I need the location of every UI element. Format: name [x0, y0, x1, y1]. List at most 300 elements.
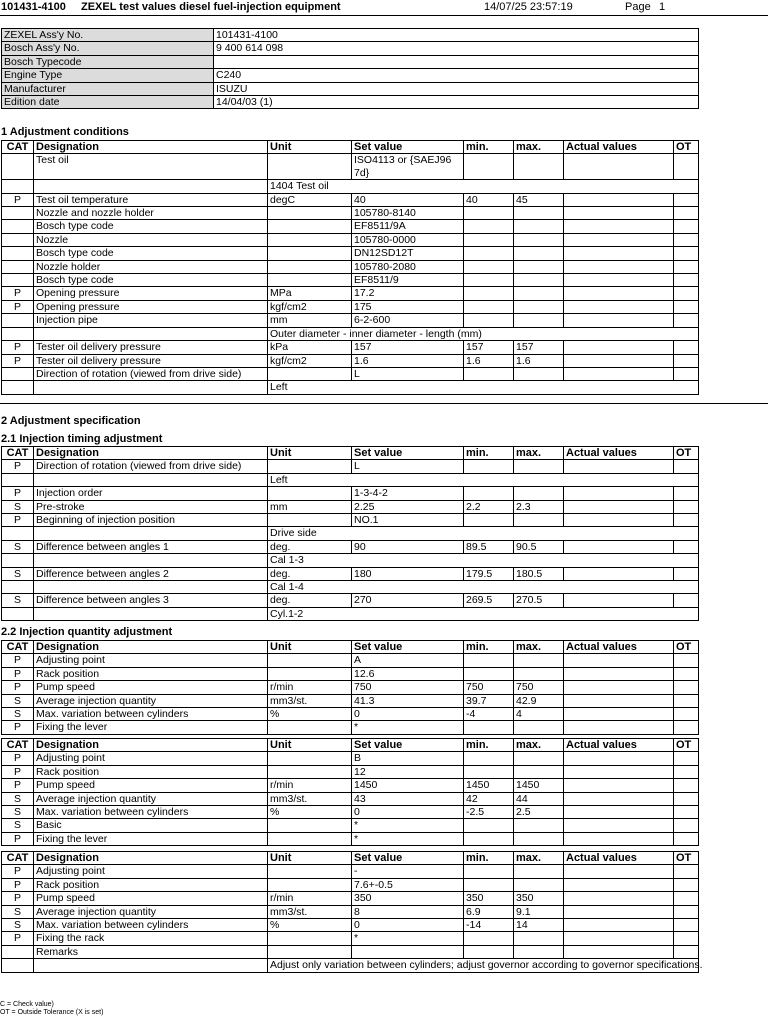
- table-row: [2, 500, 699, 513]
- min-cell: [464, 233, 514, 246]
- ot-cell: [674, 354, 699, 367]
- unit-cell: [268, 654, 352, 667]
- actual-values-cell: [564, 500, 674, 513]
- max-cell: 350: [514, 892, 564, 905]
- ident-label: Bosch Ass'y No.: [2, 42, 214, 55]
- unit-cell: [268, 832, 352, 845]
- max-cell: [514, 667, 564, 680]
- max-cell: 180.5: [514, 567, 564, 580]
- unit-cell: [268, 367, 352, 380]
- table-row: [2, 792, 699, 805]
- table-row: [2, 694, 699, 707]
- designation-cell: Pump speed: [34, 892, 268, 905]
- ot-cell: [674, 154, 699, 180]
- min-cell: 1450: [464, 779, 514, 792]
- max-cell: [514, 932, 564, 945]
- designation-cell: Tester oil delivery pressure: [34, 354, 268, 367]
- designation-cell: Fixing the lever: [34, 721, 268, 734]
- max-cell: [514, 865, 564, 878]
- ident-label: Engine Type: [2, 69, 214, 82]
- min-cell: [464, 878, 514, 891]
- actual-values-cell: [564, 354, 674, 367]
- empty-cell: [2, 381, 34, 394]
- ot-cell: [674, 681, 699, 694]
- note-cell: Adjust only variation between cylinders; adjust governor according to governor specifications.: [268, 959, 699, 972]
- designation-cell: Remarks: [34, 945, 268, 958]
- cat-cell: P: [2, 865, 34, 878]
- column-header: min.: [464, 447, 514, 460]
- ident-label: ZEXEL Ass'y No.: [2, 29, 214, 42]
- cat-cell: [2, 274, 34, 287]
- set-value-cell: [352, 945, 464, 958]
- set-value-cell: 2.25: [352, 500, 464, 513]
- column-header: Unit: [268, 641, 352, 654]
- max-cell: 45: [514, 193, 564, 206]
- cat-cell: P: [2, 287, 34, 300]
- cat-cell: [2, 220, 34, 233]
- actual-values-cell: [564, 932, 674, 945]
- cat-cell: S: [2, 819, 34, 832]
- table-row: [2, 919, 699, 932]
- ot-cell: [674, 193, 699, 206]
- unit-cell: [268, 721, 352, 734]
- table-row: [2, 554, 699, 567]
- cat-cell: S: [2, 500, 34, 513]
- page-number: 1: [659, 1, 666, 13]
- max-cell: [514, 287, 564, 300]
- actual-values-cell: [564, 154, 674, 180]
- designation-cell: Average injection quantity: [34, 694, 268, 707]
- set-value-cell: 8: [352, 905, 464, 918]
- ot-cell: [674, 865, 699, 878]
- ot-cell: [674, 905, 699, 918]
- cat-cell: [2, 367, 34, 380]
- designation-cell: Max. variation between cylinders: [34, 919, 268, 932]
- actual-values-cell: [564, 792, 674, 805]
- actual-values-cell: [564, 514, 674, 527]
- cat-cell: P: [2, 341, 34, 354]
- unit-cell: [268, 765, 352, 778]
- ot-cell: [674, 567, 699, 580]
- cat-cell: P: [2, 667, 34, 680]
- actual-values-cell: [564, 708, 674, 721]
- set-value-cell: 12: [352, 765, 464, 778]
- min-cell: 39.7: [464, 694, 514, 707]
- table-row: [2, 667, 699, 680]
- actual-values-cell: [564, 878, 674, 891]
- table-row: [2, 806, 699, 819]
- designation-cell: Basic: [34, 819, 268, 832]
- set-value-cell: L: [352, 460, 464, 473]
- table-row: [2, 708, 699, 721]
- actual-values-cell: [564, 667, 674, 680]
- min-cell: [464, 865, 514, 878]
- min-cell: [464, 832, 514, 845]
- unit-cell: %: [268, 919, 352, 932]
- ot-cell: [674, 287, 699, 300]
- table-row: [2, 327, 699, 340]
- note-cell: Left: [268, 381, 699, 394]
- set-value-cell: 7.6+-0.5: [352, 878, 464, 891]
- cat-cell: P: [2, 878, 34, 891]
- table-row: [2, 207, 699, 220]
- column-header: Set value: [352, 852, 464, 865]
- note-cell: Drive side: [268, 527, 699, 540]
- min-cell: 40: [464, 193, 514, 206]
- set-value-cell: 12.6: [352, 667, 464, 680]
- unit-cell: kgf/cm2: [268, 300, 352, 313]
- table-row: [2, 314, 699, 327]
- cat-cell: P: [2, 765, 34, 778]
- unit-cell: mm3/st.: [268, 792, 352, 805]
- column-header: CAT: [2, 141, 34, 154]
- unit-cell: r/min: [268, 892, 352, 905]
- max-cell: [514, 752, 564, 765]
- designation-cell: Nozzle holder: [34, 260, 268, 273]
- cat-cell: [2, 154, 34, 180]
- set-value-cell: 1.6: [352, 354, 464, 367]
- ot-cell: [674, 932, 699, 945]
- min-cell: [464, 765, 514, 778]
- actual-values-cell: [564, 865, 674, 878]
- actual-values-cell: [564, 233, 674, 246]
- min-cell: [464, 932, 514, 945]
- section-2-2-title: 2.2 Injection quantity adjustment: [1, 626, 173, 638]
- ot-cell: [674, 892, 699, 905]
- ot-cell: [674, 500, 699, 513]
- table-row: [2, 752, 699, 765]
- designation-cell: Adjusting point: [34, 865, 268, 878]
- ident-row: [2, 55, 699, 68]
- empty-cell: [34, 527, 268, 540]
- set-value-cell: 40: [352, 193, 464, 206]
- adjustment-conditions-table: [1, 140, 699, 395]
- max-cell: [514, 765, 564, 778]
- set-value-cell: 270: [352, 594, 464, 607]
- actual-values-cell: [564, 752, 674, 765]
- actual-values-cell: [564, 287, 674, 300]
- set-value-cell: 6-2-600: [352, 314, 464, 327]
- set-value-cell: EF8511/9: [352, 274, 464, 287]
- ot-cell: [674, 367, 699, 380]
- table-row: [2, 765, 699, 778]
- unit-cell: MPa: [268, 287, 352, 300]
- min-cell: [464, 945, 514, 958]
- ot-cell: [674, 878, 699, 891]
- unit-cell: [268, 460, 352, 473]
- table-row: [2, 381, 699, 394]
- cat-cell: P: [2, 354, 34, 367]
- min-cell: [464, 247, 514, 260]
- table-header-row: [2, 739, 699, 752]
- header-divider: [0, 15, 768, 16]
- table-row: [2, 527, 699, 540]
- designation-cell: Pre-stroke: [34, 500, 268, 513]
- set-value-cell: A: [352, 654, 464, 667]
- max-cell: [514, 945, 564, 958]
- ot-cell: [674, 594, 699, 607]
- note-cell: Left: [268, 473, 699, 486]
- min-cell: -2.5: [464, 806, 514, 819]
- min-cell: 179.5: [464, 567, 514, 580]
- set-value-cell: B: [352, 752, 464, 765]
- designation-cell: Opening pressure: [34, 300, 268, 313]
- max-cell: [514, 832, 564, 845]
- designation-cell: Injection order: [34, 487, 268, 500]
- max-cell: [514, 487, 564, 500]
- designation-cell: Average injection quantity: [34, 792, 268, 805]
- max-cell: 42.9: [514, 694, 564, 707]
- min-cell: [464, 514, 514, 527]
- column-header: Set value: [352, 141, 464, 154]
- min-cell: -14: [464, 919, 514, 932]
- max-cell: [514, 300, 564, 313]
- ident-row: [2, 69, 699, 82]
- cat-cell: S: [2, 708, 34, 721]
- unit-cell: deg.: [268, 594, 352, 607]
- unit-cell: [268, 667, 352, 680]
- column-header: Set value: [352, 739, 464, 752]
- table-row: [2, 287, 699, 300]
- max-cell: [514, 233, 564, 246]
- table-row: [2, 932, 699, 945]
- ot-cell: [674, 832, 699, 845]
- ot-cell: [674, 207, 699, 220]
- note-cell: Cal 1-3: [268, 554, 699, 567]
- designation-cell: Test oil: [34, 154, 268, 180]
- unit-cell: degC: [268, 193, 352, 206]
- min-cell: [464, 460, 514, 473]
- max-cell: 157: [514, 341, 564, 354]
- table-row: [2, 180, 699, 193]
- column-header: Designation: [34, 739, 268, 752]
- ident-row: [2, 29, 699, 42]
- legend-outside-tolerance: OT = Outside Tolerance (X is set): [0, 1009, 104, 1016]
- table-row: [2, 654, 699, 667]
- set-value-cell: 750: [352, 681, 464, 694]
- designation-cell: Direction of rotation (viewed from drive side): [34, 460, 268, 473]
- column-header: Unit: [268, 739, 352, 752]
- ot-cell: [674, 654, 699, 667]
- designation-cell: Bosch type code: [34, 220, 268, 233]
- max-cell: [514, 654, 564, 667]
- ot-cell: [674, 819, 699, 832]
- table-row: [2, 581, 699, 594]
- ot-cell: [674, 779, 699, 792]
- set-value-cell: 157: [352, 341, 464, 354]
- empty-cell: [2, 527, 34, 540]
- unit-cell: [268, 945, 352, 958]
- table-row: [2, 514, 699, 527]
- cat-cell: [2, 207, 34, 220]
- min-cell: [464, 207, 514, 220]
- note-cell: Cal 1-4: [268, 581, 699, 594]
- column-header: min.: [464, 739, 514, 752]
- set-value-cell: L: [352, 367, 464, 380]
- actual-values-cell: [564, 274, 674, 287]
- empty-cell: [2, 180, 34, 193]
- cat-cell: P: [2, 779, 34, 792]
- min-cell: 1.6: [464, 354, 514, 367]
- unit-cell: [268, 878, 352, 891]
- empty-cell: [2, 959, 34, 972]
- empty-cell: [2, 554, 34, 567]
- ident-value: 14/04/03 (1): [214, 96, 699, 109]
- unit-cell: r/min: [268, 681, 352, 694]
- min-cell: [464, 260, 514, 273]
- empty-cell: [2, 473, 34, 486]
- ident-label: Edition date: [2, 96, 214, 109]
- actual-values-cell: [564, 260, 674, 273]
- max-cell: 90.5: [514, 540, 564, 553]
- max-cell: [514, 207, 564, 220]
- cat-cell: P: [2, 514, 34, 527]
- ident-value: [214, 55, 699, 68]
- unit-cell: [268, 233, 352, 246]
- ot-cell: [674, 792, 699, 805]
- designation-cell: Adjusting point: [34, 752, 268, 765]
- set-value-cell: EF8511/9A: [352, 220, 464, 233]
- table-row: [2, 945, 699, 958]
- min-cell: [464, 274, 514, 287]
- empty-cell: [34, 473, 268, 486]
- max-cell: 1.6: [514, 354, 564, 367]
- set-value-cell: *: [352, 819, 464, 832]
- ident-value: 9 400 614 098: [214, 42, 699, 55]
- min-cell: [464, 300, 514, 313]
- designation-cell: Fixing the rack: [34, 932, 268, 945]
- column-header: CAT: [2, 852, 34, 865]
- column-header: Designation: [34, 852, 268, 865]
- table-row: [2, 892, 699, 905]
- min-cell: [464, 367, 514, 380]
- column-header: OT: [674, 852, 699, 865]
- ot-cell: [674, 314, 699, 327]
- ident-value: C240: [214, 69, 699, 82]
- unit-cell: mm: [268, 314, 352, 327]
- table-row: [2, 354, 699, 367]
- empty-cell: [34, 581, 268, 594]
- max-cell: 750: [514, 681, 564, 694]
- actual-values-cell: [564, 300, 674, 313]
- unit-cell: [268, 260, 352, 273]
- designation-cell: Opening pressure: [34, 287, 268, 300]
- unit-cell: [268, 514, 352, 527]
- note-cell: Cyl.1-2: [268, 607, 699, 620]
- column-header: CAT: [2, 641, 34, 654]
- set-value-cell: 105780-8140: [352, 207, 464, 220]
- actual-values-cell: [564, 694, 674, 707]
- column-header: OT: [674, 641, 699, 654]
- column-header: Designation: [34, 641, 268, 654]
- set-value-cell: 350: [352, 892, 464, 905]
- table-header-row: [2, 852, 699, 865]
- actual-values-cell: [564, 314, 674, 327]
- empty-cell: [2, 581, 34, 594]
- ot-cell: [674, 260, 699, 273]
- designation-cell: Pump speed: [34, 681, 268, 694]
- ident-label: Manufacturer: [2, 82, 214, 95]
- cat-cell: [2, 314, 34, 327]
- unit-cell: %: [268, 708, 352, 721]
- ot-cell: [674, 540, 699, 553]
- table-row: [2, 567, 699, 580]
- actual-values-cell: [564, 779, 674, 792]
- ident-value: ISUZU: [214, 82, 699, 95]
- timestamp: 14/07/25 23:57:19: [484, 1, 573, 13]
- injection-quantity-table-a: [1, 640, 699, 735]
- designation-cell: Max. variation between cylinders: [34, 806, 268, 819]
- column-header: Actual values: [564, 141, 674, 154]
- actual-values-cell: [564, 945, 674, 958]
- empty-cell: [34, 381, 268, 394]
- note-cell: Outer diameter - inner diameter - length (mm): [268, 327, 699, 340]
- column-header: OT: [674, 739, 699, 752]
- table-row: [2, 247, 699, 260]
- min-cell: [464, 487, 514, 500]
- page-label: Page: [625, 1, 651, 13]
- ident-row: [2, 42, 699, 55]
- section-2-1-title: 2.1 Injection timing adjustment: [1, 433, 163, 445]
- actual-values-cell: [564, 193, 674, 206]
- ot-cell: [674, 945, 699, 958]
- set-value-cell: 0: [352, 708, 464, 721]
- cat-cell: S: [2, 540, 34, 553]
- max-cell: 2.3: [514, 500, 564, 513]
- max-cell: [514, 367, 564, 380]
- column-header: Actual values: [564, 739, 674, 752]
- table-row: [2, 233, 699, 246]
- ot-cell: [674, 514, 699, 527]
- max-cell: 1450: [514, 779, 564, 792]
- set-value-cell: 105780-0000: [352, 233, 464, 246]
- unit-cell: kgf/cm2: [268, 354, 352, 367]
- cat-cell: P: [2, 193, 34, 206]
- table-row: [2, 487, 699, 500]
- table-header-row: [2, 641, 699, 654]
- cat-cell: P: [2, 832, 34, 845]
- column-header: Unit: [268, 852, 352, 865]
- set-value-cell: 105780-2080: [352, 260, 464, 273]
- unit-cell: r/min: [268, 779, 352, 792]
- max-cell: [514, 460, 564, 473]
- column-header: Actual values: [564, 852, 674, 865]
- set-value-cell: -: [352, 865, 464, 878]
- unit-cell: %: [268, 806, 352, 819]
- column-header: max.: [514, 852, 564, 865]
- max-cell: 14: [514, 919, 564, 932]
- set-value-cell: NO.1: [352, 514, 464, 527]
- set-value-cell: 1-3-4-2: [352, 487, 464, 500]
- table-row: [2, 367, 699, 380]
- cat-cell: P: [2, 300, 34, 313]
- set-value-cell: *: [352, 932, 464, 945]
- table-row: [2, 540, 699, 553]
- designation-cell: Rack position: [34, 878, 268, 891]
- set-value-cell: 43: [352, 792, 464, 805]
- unit-cell: [268, 207, 352, 220]
- table-row: [2, 473, 699, 486]
- min-cell: [464, 220, 514, 233]
- unit-cell: [268, 932, 352, 945]
- unit-cell: deg.: [268, 567, 352, 580]
- ot-cell: [674, 667, 699, 680]
- designation-cell: Bosch type code: [34, 274, 268, 287]
- ot-cell: [674, 806, 699, 819]
- min-cell: 42: [464, 792, 514, 805]
- section-divider: [0, 403, 768, 404]
- min-cell: 157: [464, 341, 514, 354]
